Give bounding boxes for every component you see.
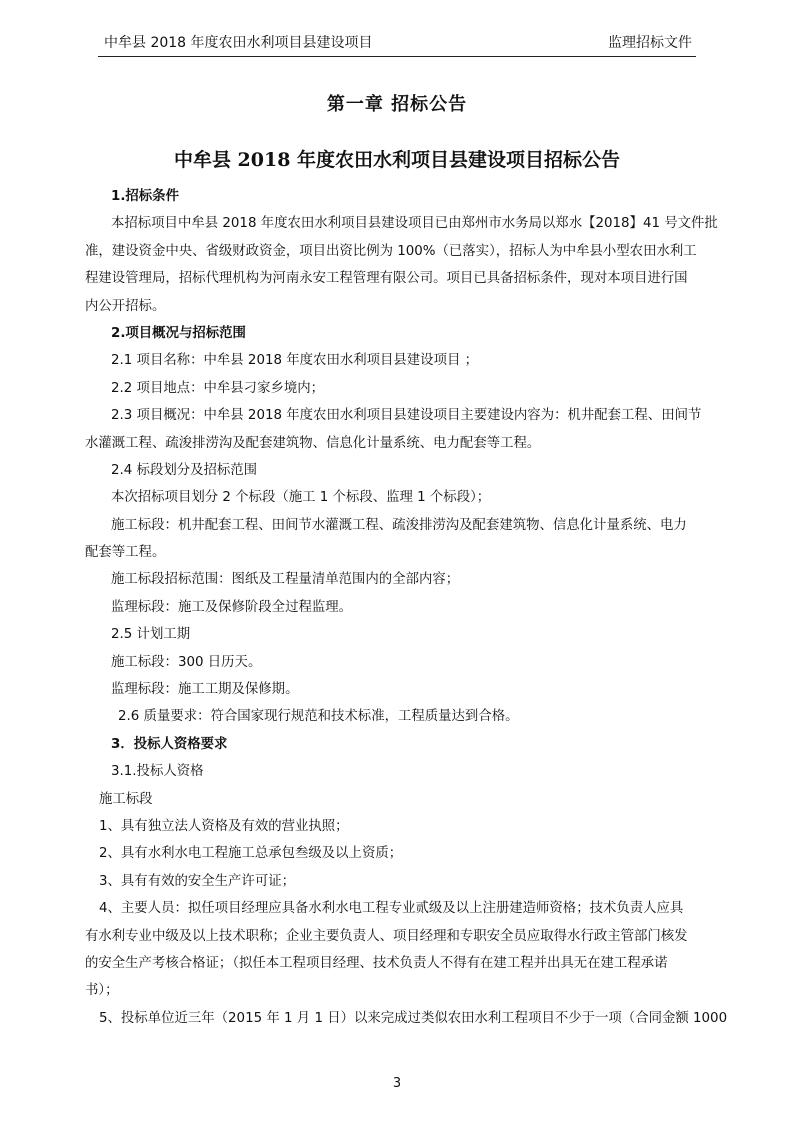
text-line: 1、具有独立法人资格及有效的营业执照；: [99, 818, 349, 834]
chapter-title: 第一章 招标公告: [326, 94, 468, 115]
text-line: 准，建设资金中央、省级财政资金，项目出资比例为 100%（已落实），招标人为中牟县小型农田水利工: [85, 243, 697, 259]
text-line: 内公开招标。: [85, 298, 166, 314]
text-line: 1.招标条件: [111, 189, 179, 204]
text-line: 3.1.投标人资格: [111, 764, 204, 780]
text-line: 3、具有有效的安全生产许可证；: [99, 873, 295, 889]
text-line: 书）；: [85, 983, 119, 999]
header-document-type: 监理招标文件: [608, 35, 692, 51]
text-line: 2.6 质量要求：符合国家现行规范和技术标准，工程质量达到合格。: [118, 709, 519, 725]
header-project-name: 中牟县 2018 年度农田水利项目县建设项目: [104, 35, 373, 51]
text-line: 施工标段招标范围：图纸及工程量清单范围内的全部内容；: [111, 572, 460, 588]
text-line: 的安全生产考核合格证；（拟任本工程项目经理、技术负责人不得有在建工程并出具无在建工程承诺: [85, 955, 668, 971]
text-line: 水灌溉工程、疏浚排涝沟及配套建筑物、信息化计量系统、电力配套等工程。: [85, 435, 541, 451]
text-line: 配套等工程。: [85, 545, 166, 561]
page-number: 3: [392, 1076, 402, 1091]
text-line: 5、投标单位近三年（2015 年 1 月 1 日）以来完成过类似农田水利工程项目不少于一项（合同金额 1000: [99, 1010, 728, 1026]
document-title: 中牟县 2018 年度农田水利项目县建设项目招标公告: [173, 149, 621, 171]
text-line: 2.5 计划工期: [111, 627, 191, 643]
text-line: 2.3 项目概况：中牟县 2018 年度农田水利项目县建设项目主要建设内容为：机井配套工程、田间节: [111, 408, 702, 424]
text-line: 监理标段：施工及保修阶段全过程监理。: [111, 599, 353, 615]
text-line: 有水利专业中级及以上技术职称；企业主要负责人、项目经理和专职安全员应取得水行政主管部门核发: [85, 928, 688, 944]
page-header: [98, 30, 696, 57]
text-line: 本招标项目中牟县 2018 年度农田水利项目县建设项目已由郑州市水务局以郑水【2018】41 号文件批: [111, 216, 718, 232]
text-line: 施工标段：300 日历天。: [111, 654, 262, 670]
text-line: 4、主要人员：拟任项目经理应具备水利水电工程专业贰级及以上注册建造师资格；技术负责人应具: [99, 901, 684, 917]
text-line: 本次招标项目划分 2 个标段（施工 1 个标段、监理 1 个标段）；: [111, 490, 491, 506]
text-line: 2.项目概况与招标范围: [111, 325, 246, 341]
text-line: 2.2 项目地点：中牟县刁家乡境内；: [111, 380, 325, 396]
text-line: 2.1 项目名称：中牟县 2018 年度农田水利项目县建设项目 ；: [111, 353, 478, 369]
text-line: 3．投标人资格要求: [111, 736, 228, 752]
text-line: 2.4 标段划分及招标范围: [111, 462, 258, 478]
text-line: 2、具有水利水电工程施工总承包叁级及以上资质；: [99, 846, 403, 862]
text-line: 程建设管理局，招标代理机构为河南永安工程管理有限公司。项目已具备招标条件，现对本项目进行国: [85, 271, 688, 287]
text-line: 监理标段：施工工期及保修期。: [111, 682, 299, 698]
text-line: 施工标段: [99, 791, 153, 807]
document-body: [85, 183, 745, 1032]
text-line: 施工标段：机井配套工程、田间节水灌溉工程、疏浚排涝沟及配套建筑物、信息化计量系统、电力: [111, 517, 687, 533]
